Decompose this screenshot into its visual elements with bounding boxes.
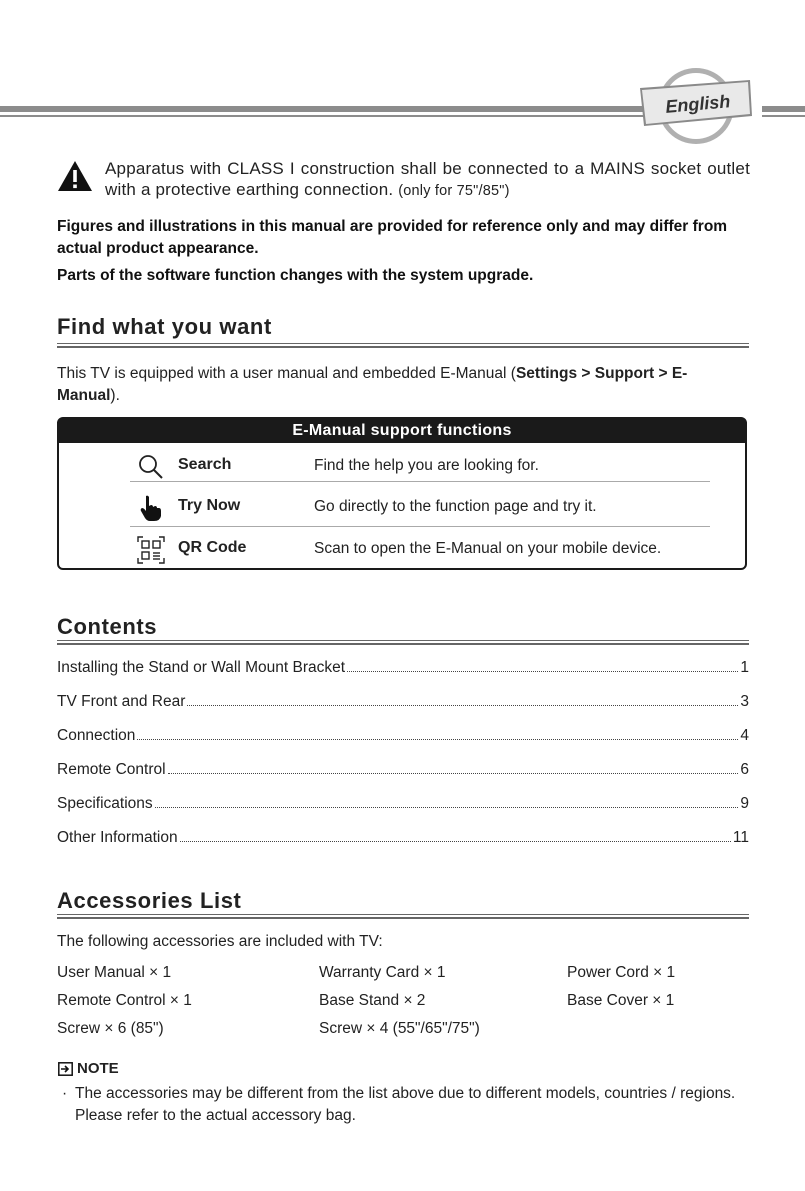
toc-item[interactable] [57,795,749,813]
toc-label: Remote Control [57,761,166,778]
function-name: QR Code [178,539,247,556]
warning-icon [57,160,93,192]
toc-page: 11 [732,829,749,846]
accessory-item: Base Cover × 1 [567,992,675,1009]
function-row-try-now [129,487,709,527]
function-desc: Scan to open the E-Manual on your mobile device. [314,540,662,557]
find-intro: This TV is equipped with a user manual and embedded E-Manual (Settings > Support > E-Manual). [57,365,688,404]
toc-item[interactable] [57,761,749,779]
toc-page: 3 [740,693,749,710]
accessories-section-title: Accessories List [57,888,242,913]
toc-page: 6 [740,761,749,778]
toc-item[interactable] [57,829,749,847]
accessory-item: Base Stand × 2 [319,992,426,1009]
accessory-item: Remote Control × 1 [57,992,192,1009]
toc-page: 9 [740,795,749,812]
note-text: · The accessories may be different from the list above due to different models, countries / regions. Please refer to the actual accessory bag. [62,1085,736,1124]
accessory-item: Screw × 4 (55"/65"/75") [319,1020,480,1037]
qr-code-icon [137,536,165,564]
accessories-intro: The following accessories are included with TV: [57,933,383,950]
disclaimer-figures: Figures and illustrations in this manual are provided for reference only and may differ from actual product appearance. [57,218,728,257]
note-bullet: · [62,1085,68,1102]
section-rule [57,914,749,919]
toc-label: Other Information [57,829,178,846]
function-name: Try Now [178,497,241,514]
note-icon [58,1062,73,1076]
toc-item[interactable] [57,727,749,745]
toc-label: Installing the Stand or Wall Mount Bracket [57,659,346,676]
section-rule [57,343,749,348]
function-desc: Find the help you are looking for. [314,457,539,474]
language-label: English [664,91,732,117]
function-divider [130,481,710,482]
function-row-search [129,446,709,486]
accessory-item: Warranty Card × 1 [319,964,446,981]
warning-text: Apparatus with CLASS I construction shall be connected to a MAINS socket outlet with a protective earthing connection. (only for 75"/85") [105,159,750,199]
function-name: Search [178,456,232,473]
toc-label: Connection [57,727,136,744]
accessory-item: User Manual × 1 [57,964,172,981]
language-badge [638,66,754,146]
hand-pointer-icon [137,494,165,522]
toc-label: Specifications [57,795,153,812]
function-row-qr-code [129,529,709,569]
toc-label: TV Front and Rear [57,693,186,710]
header-rule [0,106,650,120]
search-icon [137,453,165,481]
emanual-box [57,417,747,570]
note-label: NOTE [77,1060,119,1077]
warning-model-note: (only for 75"/85") [398,183,510,199]
emanual-box-title: E-Manual support functions [59,419,745,443]
toc-item[interactable] [57,693,749,711]
toc-page: 4 [740,727,749,744]
settings-path: Settings > Support > E-Manual [57,365,688,404]
contents-section-title: Contents [57,614,158,639]
function-desc: Go directly to the function page and try it. [314,498,597,515]
header-rule-right [762,106,805,120]
find-section-title: Find what you want [57,314,272,339]
function-divider [130,526,710,527]
section-rule [57,640,749,645]
toc-page: 1 [740,659,749,676]
accessory-item: Power Cord × 1 [567,964,676,981]
disclaimer-software: Parts of the software function changes with the system upgrade. [57,267,534,284]
accessory-item: Screw × 6 (85") [57,1020,164,1037]
toc-item[interactable] [57,659,749,677]
